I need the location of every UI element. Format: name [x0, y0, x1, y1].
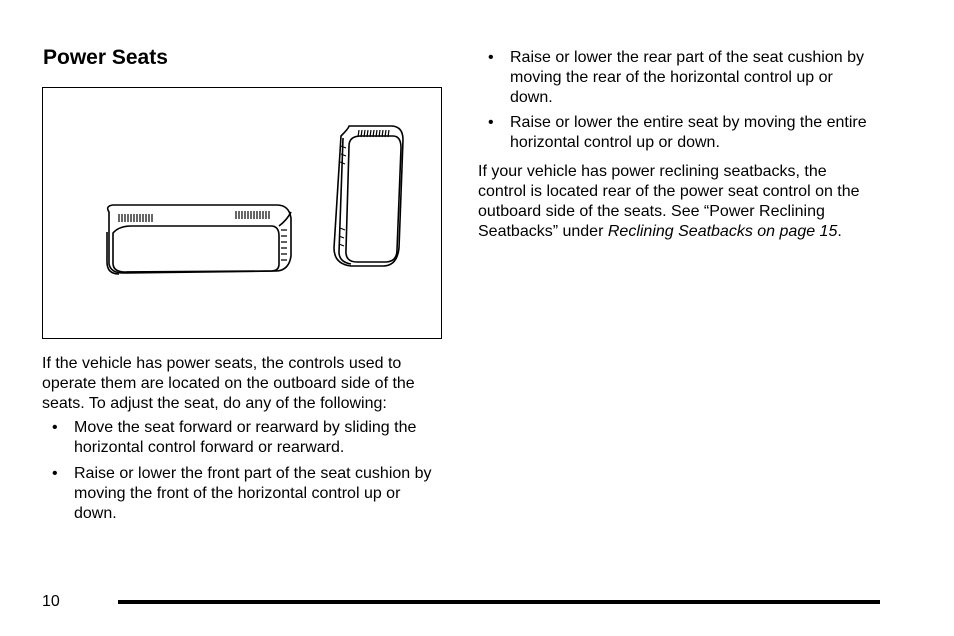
vertical-recliner-control-icon [334, 126, 403, 266]
adjustment-list-right [478, 48, 878, 153]
list-item-text: Move the seat forward or rearward by sliding the horizontal control forward or rearward. [74, 419, 417, 456]
seat-controls-drawing [43, 88, 443, 340]
bullet-icon: • [52, 419, 58, 436]
list-item [42, 464, 447, 524]
bullet-icon: • [488, 49, 494, 66]
recliner-paragraph-end: . [837, 223, 842, 240]
bullet-icon: • [488, 114, 494, 131]
right-column [478, 48, 878, 242]
recliner-paragraph-text: If your vehicle has power reclining seatbacks, the control is located rear of the power seat control on the outboard side of the seats. See “Power Reclining Seatbacks” under [478, 163, 860, 240]
section-heading: Power Seats [43, 46, 168, 69]
list-item [478, 113, 878, 153]
list-item-text: Raise or lower the rear part of the seat cushion by moving the rear of the horizontal control up or down. [510, 49, 864, 106]
list-item [478, 48, 878, 108]
cross-reference: Reclining Seatbacks on page 15 [607, 223, 838, 240]
power-seat-controls-illustration [42, 87, 442, 339]
list-item-text: Raise or lower the front part of the seat cushion by moving the front of the horizontal control up or down. [74, 465, 432, 522]
intro-paragraph: If the vehicle has power seats, the controls used to operate them are located on the outboard side of the seats. To adjust the seat, do any of the following: [42, 355, 415, 412]
list-item-text: Raise or lower the entire seat by moving the entire horizontal control up or down. [510, 114, 867, 151]
adjustment-list-left [42, 418, 447, 524]
horizontal-seat-control-icon [107, 205, 291, 274]
page-number: 10 [42, 593, 60, 610]
footer-rule [118, 600, 880, 604]
left-column [42, 354, 447, 524]
list-item [42, 418, 447, 458]
bullet-icon: • [52, 465, 58, 482]
recliner-paragraph [478, 162, 878, 242]
